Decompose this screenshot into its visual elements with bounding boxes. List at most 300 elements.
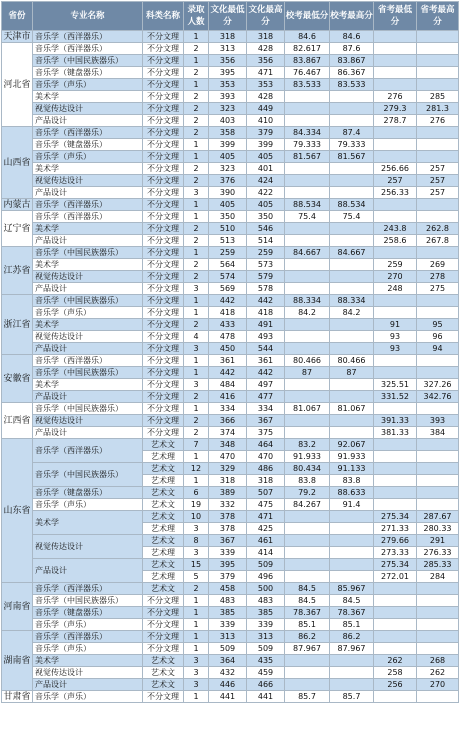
count-cell: 1 bbox=[184, 619, 209, 631]
culture-max-cell: 313 bbox=[247, 631, 285, 643]
culture-max-cell: 318 bbox=[247, 475, 285, 487]
category-cell: 艺术理 bbox=[143, 475, 184, 487]
school-exam-max-cell bbox=[330, 163, 374, 175]
culture-min-cell: 378 bbox=[209, 511, 247, 523]
school-exam-max-cell: 86.2 bbox=[330, 631, 374, 643]
provincial-exam-min-cell: 256 bbox=[374, 679, 417, 691]
culture-min-cell: 313 bbox=[209, 631, 247, 643]
province-cell: 江西省 bbox=[2, 403, 33, 439]
school-exam-max-cell: 84.5 bbox=[330, 595, 374, 607]
major-cell: 音乐学（中国民族器乐） bbox=[33, 403, 143, 415]
provincial-exam-max-cell: 96 bbox=[417, 331, 459, 343]
header-school-exam-max: 校考最高分 bbox=[330, 2, 374, 31]
culture-max-cell: 425 bbox=[247, 523, 285, 535]
major-cell: 美术学 bbox=[33, 163, 143, 175]
major-cell: 美术学 bbox=[33, 259, 143, 271]
provincial-exam-min-cell bbox=[374, 355, 417, 367]
category-cell: 不分文理 bbox=[143, 151, 184, 163]
table-row bbox=[2, 31, 459, 43]
school-exam-max-cell: 88.633 bbox=[330, 487, 374, 499]
culture-max-cell: 486 bbox=[247, 463, 285, 475]
culture-min-cell: 418 bbox=[209, 307, 247, 319]
culture-max-cell: 573 bbox=[247, 259, 285, 271]
province-cell: 山西省 bbox=[2, 127, 33, 199]
provincial-exam-min-cell bbox=[374, 79, 417, 91]
table-row bbox=[2, 655, 459, 667]
culture-min-cell: 313 bbox=[209, 43, 247, 55]
count-cell: 2 bbox=[184, 319, 209, 331]
culture-min-cell: 348 bbox=[209, 439, 247, 451]
count-cell: 2 bbox=[184, 415, 209, 427]
school-exam-min-cell: 82.617 bbox=[285, 43, 330, 55]
culture-min-cell: 390 bbox=[209, 187, 247, 199]
provincial-exam-max-cell: 269 bbox=[417, 259, 459, 271]
major-cell: 产品设计 bbox=[33, 115, 143, 127]
school-exam-max-cell: 87.6 bbox=[330, 43, 374, 55]
count-cell: 1 bbox=[184, 631, 209, 643]
school-exam-min-cell: 84.267 bbox=[285, 499, 330, 511]
school-exam-min-cell: 78.367 bbox=[285, 607, 330, 619]
culture-min-cell: 513 bbox=[209, 235, 247, 247]
school-exam-min-cell: 84.2 bbox=[285, 307, 330, 319]
provincial-exam-min-cell bbox=[374, 499, 417, 511]
table-row bbox=[2, 511, 459, 523]
school-exam-min-cell bbox=[285, 259, 330, 271]
culture-max-cell: 353 bbox=[247, 79, 285, 91]
provincial-exam-max-cell bbox=[417, 43, 459, 55]
school-exam-max-cell bbox=[330, 283, 374, 295]
table-row bbox=[2, 535, 459, 547]
school-exam-min-cell: 84.667 bbox=[285, 247, 330, 259]
category-cell: 艺术理 bbox=[143, 547, 184, 559]
school-exam-min-cell: 80.466 bbox=[285, 355, 330, 367]
major-cell: 产品设计 bbox=[33, 187, 143, 199]
table-row bbox=[2, 43, 459, 55]
school-exam-max-cell: 84.667 bbox=[330, 247, 374, 259]
provincial-exam-max-cell: 276.33 bbox=[417, 547, 459, 559]
count-cell: 1 bbox=[184, 367, 209, 379]
major-cell: 音乐学（西洋器乐） bbox=[33, 127, 143, 139]
category-cell: 不分文理 bbox=[143, 103, 184, 115]
culture-min-cell: 323 bbox=[209, 103, 247, 115]
culture-min-cell: 405 bbox=[209, 199, 247, 211]
school-exam-min-cell: 83.867 bbox=[285, 55, 330, 67]
province-cell: 内蒙古 bbox=[3, 199, 31, 210]
category-cell: 不分文理 bbox=[143, 247, 184, 259]
culture-min-cell: 483 bbox=[209, 595, 247, 607]
culture-max-cell: 466 bbox=[247, 679, 285, 691]
count-cell: 3 bbox=[184, 679, 209, 691]
category-cell: 不分文理 bbox=[143, 211, 184, 223]
provincial-exam-max-cell: 94 bbox=[417, 343, 459, 355]
count-cell: 2 bbox=[184, 235, 209, 247]
major-cell: 美术学 bbox=[33, 91, 143, 103]
provincial-exam-max-cell bbox=[417, 451, 459, 463]
school-exam-min-cell: 91.933 bbox=[285, 451, 330, 463]
table-row bbox=[2, 391, 459, 403]
culture-max-cell: 441 bbox=[247, 691, 285, 703]
count-cell: 1 bbox=[184, 307, 209, 319]
count-cell: 1 bbox=[184, 643, 209, 655]
provincial-exam-max-cell bbox=[417, 355, 459, 367]
school-exam-min-cell bbox=[285, 163, 330, 175]
category-cell: 艺术理 bbox=[143, 451, 184, 463]
count-cell: 19 bbox=[184, 499, 209, 511]
school-exam-min-cell: 88.534 bbox=[285, 199, 330, 211]
province-cell: 湖南省 bbox=[2, 631, 33, 691]
culture-max-cell: 339 bbox=[247, 619, 285, 631]
category-cell: 不分文理 bbox=[143, 31, 184, 43]
school-exam-min-cell bbox=[285, 427, 330, 439]
header-provincial-exam-min: 省考最低分 bbox=[374, 2, 417, 31]
provincial-exam-min-cell bbox=[374, 583, 417, 595]
provincial-exam-max-cell: 285 bbox=[417, 91, 459, 103]
culture-min-cell: 385 bbox=[209, 607, 247, 619]
major-cell: 美术学 bbox=[33, 511, 143, 535]
school-exam-max-cell bbox=[330, 559, 374, 571]
culture-max-cell: 334 bbox=[247, 403, 285, 415]
major-cell: 音乐学（声乐） bbox=[33, 643, 143, 655]
school-exam-min-cell: 81.567 bbox=[285, 151, 330, 163]
category-cell: 不分文理 bbox=[143, 319, 184, 331]
school-exam-min-cell: 85.7 bbox=[285, 691, 330, 703]
provincial-exam-min-cell bbox=[374, 475, 417, 487]
count-cell: 2 bbox=[184, 175, 209, 187]
header-culture-min: 文化最低分 bbox=[209, 2, 247, 31]
provincial-exam-min-cell: 256.33 bbox=[374, 187, 417, 199]
culture-max-cell: 470 bbox=[247, 451, 285, 463]
province-cell: 天津市 bbox=[3, 31, 31, 42]
provincial-exam-max-cell bbox=[417, 619, 459, 631]
category-cell: 艺术文 bbox=[143, 559, 184, 571]
provincial-exam-min-cell bbox=[374, 631, 417, 643]
category-cell: 不分文理 bbox=[143, 271, 184, 283]
culture-min-cell: 450 bbox=[209, 343, 247, 355]
table-row bbox=[2, 55, 459, 67]
major-cell: 音乐学（中国民族器乐） bbox=[33, 247, 143, 259]
table-row bbox=[2, 271, 459, 283]
count-cell: 3 bbox=[184, 547, 209, 559]
school-exam-min-cell bbox=[285, 511, 330, 523]
provincial-exam-min-cell: 276 bbox=[374, 91, 417, 103]
provincial-exam-max-cell bbox=[417, 595, 459, 607]
provincial-exam-min-cell bbox=[374, 607, 417, 619]
culture-min-cell: 399 bbox=[209, 139, 247, 151]
culture-max-cell: 379 bbox=[247, 127, 285, 139]
provincial-exam-max-cell bbox=[417, 691, 459, 703]
school-exam-max-cell bbox=[330, 547, 374, 559]
count-cell: 2 bbox=[184, 163, 209, 175]
category-cell: 不分文理 bbox=[143, 235, 184, 247]
school-exam-max-cell: 83.533 bbox=[330, 79, 374, 91]
category-cell: 不分文理 bbox=[143, 223, 184, 235]
count-cell: 1 bbox=[184, 151, 209, 163]
culture-min-cell: 376 bbox=[209, 175, 247, 187]
count-cell: 1 bbox=[184, 247, 209, 259]
school-exam-max-cell bbox=[330, 427, 374, 439]
culture-min-cell: 442 bbox=[209, 295, 247, 307]
provincial-exam-max-cell bbox=[417, 583, 459, 595]
school-exam-max-cell bbox=[330, 319, 374, 331]
category-cell: 不分文理 bbox=[143, 295, 184, 307]
table-row bbox=[2, 415, 459, 427]
provincial-exam-max-cell: 268 bbox=[417, 655, 459, 667]
school-exam-min-cell bbox=[285, 343, 330, 355]
culture-min-cell: 329 bbox=[209, 463, 247, 475]
culture-max-cell: 356 bbox=[247, 55, 285, 67]
culture-max-cell: 578 bbox=[247, 283, 285, 295]
category-cell: 艺术理 bbox=[143, 571, 184, 583]
header-major: 专业名称 bbox=[33, 2, 143, 31]
category-cell: 艺术文 bbox=[143, 583, 184, 595]
provincial-exam-min-cell: 262 bbox=[374, 655, 417, 667]
table-row bbox=[2, 175, 459, 187]
category-cell: 不分文理 bbox=[143, 79, 184, 91]
school-exam-min-cell bbox=[285, 187, 330, 199]
table-row bbox=[2, 187, 459, 199]
table-row bbox=[2, 307, 459, 319]
provincial-exam-max-cell: 267.8 bbox=[417, 235, 459, 247]
culture-max-cell: 449 bbox=[247, 103, 285, 115]
count-cell: 1 bbox=[184, 691, 209, 703]
provincial-exam-min-cell: 258.6 bbox=[374, 235, 417, 247]
province-cell: 安徽省 bbox=[2, 355, 33, 403]
category-cell: 艺术文 bbox=[143, 487, 184, 499]
table-row bbox=[2, 499, 459, 511]
culture-min-cell: 569 bbox=[209, 283, 247, 295]
table-row bbox=[2, 199, 459, 211]
table-row bbox=[2, 283, 459, 295]
school-exam-max-cell bbox=[330, 103, 374, 115]
provincial-exam-min-cell: 93 bbox=[374, 331, 417, 343]
provincial-exam-max-cell bbox=[417, 67, 459, 79]
major-cell: 音乐学（西洋器乐） bbox=[33, 43, 143, 55]
count-cell: 8 bbox=[184, 535, 209, 547]
school-exam-min-cell: 79.2 bbox=[285, 487, 330, 499]
count-cell: 3 bbox=[184, 655, 209, 667]
culture-min-cell: 564 bbox=[209, 259, 247, 271]
table-row bbox=[2, 67, 459, 79]
category-cell: 不分文理 bbox=[143, 607, 184, 619]
provincial-exam-max-cell: 327.26 bbox=[417, 379, 459, 391]
culture-min-cell: 509 bbox=[209, 643, 247, 655]
provincial-exam-max-cell: 275 bbox=[417, 283, 459, 295]
provincial-exam-min-cell bbox=[374, 487, 417, 499]
school-exam-min-cell: 84.334 bbox=[285, 127, 330, 139]
category-cell: 不分文理 bbox=[143, 415, 184, 427]
table-row bbox=[2, 259, 459, 271]
major-cell: 音乐学（键盘器乐） bbox=[33, 67, 143, 79]
major-cell: 视觉传达设计 bbox=[33, 331, 143, 343]
provincial-exam-min-cell bbox=[374, 67, 417, 79]
count-cell: 2 bbox=[184, 103, 209, 115]
school-exam-min-cell bbox=[285, 559, 330, 571]
major-cell: 音乐学（西洋器乐） bbox=[33, 439, 143, 463]
provincial-exam-min-cell bbox=[374, 295, 417, 307]
major-cell: 音乐学（西洋器乐） bbox=[33, 211, 143, 223]
school-exam-min-cell: 84.6 bbox=[285, 31, 330, 43]
school-exam-max-cell: 91.933 bbox=[330, 451, 374, 463]
school-exam-min-cell: 84.5 bbox=[285, 583, 330, 595]
category-cell: 艺术文 bbox=[143, 667, 184, 679]
provincial-exam-min-cell bbox=[374, 643, 417, 655]
school-exam-max-cell: 84.6 bbox=[330, 31, 374, 43]
category-cell: 不分文理 bbox=[143, 175, 184, 187]
category-cell: 不分文理 bbox=[143, 91, 184, 103]
provincial-exam-min-cell bbox=[374, 619, 417, 631]
table-row bbox=[2, 679, 459, 691]
school-exam-max-cell: 88.334 bbox=[330, 295, 374, 307]
table-row bbox=[2, 343, 459, 355]
school-exam-min-cell bbox=[285, 391, 330, 403]
culture-min-cell: 393 bbox=[209, 91, 247, 103]
culture-max-cell: 428 bbox=[247, 91, 285, 103]
provincial-exam-min-cell bbox=[374, 463, 417, 475]
count-cell: 2 bbox=[184, 271, 209, 283]
table-row bbox=[2, 355, 459, 367]
table-row bbox=[2, 235, 459, 247]
school-exam-max-cell: 86.367 bbox=[330, 67, 374, 79]
culture-max-cell: 442 bbox=[247, 367, 285, 379]
provincial-exam-max-cell bbox=[417, 295, 459, 307]
category-cell: 不分文理 bbox=[143, 283, 184, 295]
culture-max-cell: 422 bbox=[247, 187, 285, 199]
culture-max-cell: 385 bbox=[247, 607, 285, 619]
culture-min-cell: 332 bbox=[209, 499, 247, 511]
provincial-exam-min-cell bbox=[374, 43, 417, 55]
major-cell: 美术学 bbox=[33, 379, 143, 391]
major-cell: 美术学 bbox=[33, 655, 143, 667]
school-exam-max-cell: 92.067 bbox=[330, 439, 374, 451]
count-cell: 1 bbox=[184, 595, 209, 607]
category-cell: 艺术文 bbox=[143, 499, 184, 511]
table-row bbox=[2, 223, 459, 235]
category-cell: 不分文理 bbox=[143, 259, 184, 271]
school-exam-max-cell: 81.067 bbox=[330, 403, 374, 415]
provincial-exam-max-cell: 280.33 bbox=[417, 523, 459, 535]
major-cell: 音乐学（键盘器乐） bbox=[33, 139, 143, 151]
major-cell: 视觉传达设计 bbox=[33, 271, 143, 283]
major-cell: 产品设计 bbox=[33, 559, 143, 583]
school-exam-max-cell bbox=[330, 91, 374, 103]
provincial-exam-max-cell bbox=[417, 439, 459, 451]
provincial-exam-min-cell: 279.66 bbox=[374, 535, 417, 547]
count-cell: 1 bbox=[184, 199, 209, 211]
culture-max-cell: 405 bbox=[247, 199, 285, 211]
count-cell: 12 bbox=[184, 463, 209, 475]
count-cell: 2 bbox=[184, 115, 209, 127]
count-cell: 3 bbox=[184, 667, 209, 679]
culture-max-cell: 509 bbox=[247, 559, 285, 571]
count-cell: 3 bbox=[184, 523, 209, 535]
count-cell: 2 bbox=[184, 583, 209, 595]
provincial-exam-max-cell: 281.3 bbox=[417, 103, 459, 115]
school-exam-min-cell bbox=[285, 175, 330, 187]
major-cell: 音乐学（西洋器乐） bbox=[33, 355, 143, 367]
provincial-exam-min-cell bbox=[374, 247, 417, 259]
provincial-exam-max-cell: 257 bbox=[417, 163, 459, 175]
major-cell: 音乐学（声乐） bbox=[33, 307, 143, 319]
category-cell: 不分文理 bbox=[143, 187, 184, 199]
count-cell: 1 bbox=[184, 403, 209, 415]
provincial-exam-max-cell: 257 bbox=[417, 175, 459, 187]
table-row bbox=[2, 691, 459, 703]
school-exam-min-cell bbox=[285, 283, 330, 295]
culture-min-cell: 446 bbox=[209, 679, 247, 691]
category-cell: 不分文理 bbox=[143, 379, 184, 391]
school-exam-max-cell bbox=[330, 655, 374, 667]
provincial-exam-min-cell bbox=[374, 595, 417, 607]
provincial-exam-min-cell: 243.8 bbox=[374, 223, 417, 235]
provincial-exam-min-cell: 273.33 bbox=[374, 547, 417, 559]
category-cell: 不分文理 bbox=[143, 367, 184, 379]
school-exam-min-cell bbox=[285, 379, 330, 391]
major-cell: 音乐学（声乐） bbox=[33, 151, 143, 163]
culture-max-cell: 414 bbox=[247, 547, 285, 559]
count-cell: 10 bbox=[184, 511, 209, 523]
culture-min-cell: 458 bbox=[209, 583, 247, 595]
province-cell: 甘肃省 bbox=[3, 691, 31, 702]
culture-min-cell: 358 bbox=[209, 127, 247, 139]
school-exam-min-cell: 76.467 bbox=[285, 67, 330, 79]
culture-min-cell: 574 bbox=[209, 271, 247, 283]
count-cell: 1 bbox=[184, 295, 209, 307]
culture-max-cell: 491 bbox=[247, 319, 285, 331]
provincial-exam-max-cell bbox=[417, 31, 459, 43]
count-cell: 2 bbox=[184, 259, 209, 271]
culture-min-cell: 395 bbox=[209, 559, 247, 571]
count-cell: 1 bbox=[184, 31, 209, 43]
school-exam-min-cell bbox=[285, 319, 330, 331]
culture-max-cell: 471 bbox=[247, 67, 285, 79]
culture-max-cell: 418 bbox=[247, 307, 285, 319]
major-cell: 音乐学（中国民族器乐） bbox=[33, 367, 143, 379]
provincial-exam-max-cell: 393 bbox=[417, 415, 459, 427]
school-exam-min-cell: 83.2 bbox=[285, 439, 330, 451]
culture-min-cell: 374 bbox=[209, 427, 247, 439]
culture-max-cell: 500 bbox=[247, 583, 285, 595]
province-cell: 河北省 bbox=[2, 43, 33, 127]
table-row bbox=[2, 295, 459, 307]
table-row bbox=[2, 79, 459, 91]
provincial-exam-max-cell bbox=[417, 199, 459, 211]
provincial-exam-min-cell: 272.01 bbox=[374, 571, 417, 583]
culture-max-cell: 428 bbox=[247, 43, 285, 55]
provincial-exam-max-cell bbox=[417, 643, 459, 655]
category-cell: 艺术文 bbox=[143, 655, 184, 667]
header-provincial-exam-max: 省考最高分 bbox=[417, 2, 459, 31]
school-exam-max-cell: 85.1 bbox=[330, 619, 374, 631]
culture-max-cell: 410 bbox=[247, 115, 285, 127]
culture-max-cell: 361 bbox=[247, 355, 285, 367]
provincial-exam-min-cell: 278.7 bbox=[374, 115, 417, 127]
table-row bbox=[2, 115, 459, 127]
provincial-exam-min-cell bbox=[374, 439, 417, 451]
count-cell: 1 bbox=[184, 79, 209, 91]
culture-min-cell: 366 bbox=[209, 415, 247, 427]
province-cell: 浙江省 bbox=[2, 295, 33, 355]
school-exam-max-cell bbox=[330, 523, 374, 535]
table-row bbox=[2, 127, 459, 139]
table-row bbox=[2, 595, 459, 607]
category-cell: 不分文理 bbox=[143, 343, 184, 355]
school-exam-min-cell bbox=[285, 271, 330, 283]
school-exam-max-cell: 83.8 bbox=[330, 475, 374, 487]
culture-min-cell: 441 bbox=[209, 691, 247, 703]
provincial-exam-max-cell: 95 bbox=[417, 319, 459, 331]
school-exam-min-cell: 85.1 bbox=[285, 619, 330, 631]
table-row bbox=[2, 367, 459, 379]
